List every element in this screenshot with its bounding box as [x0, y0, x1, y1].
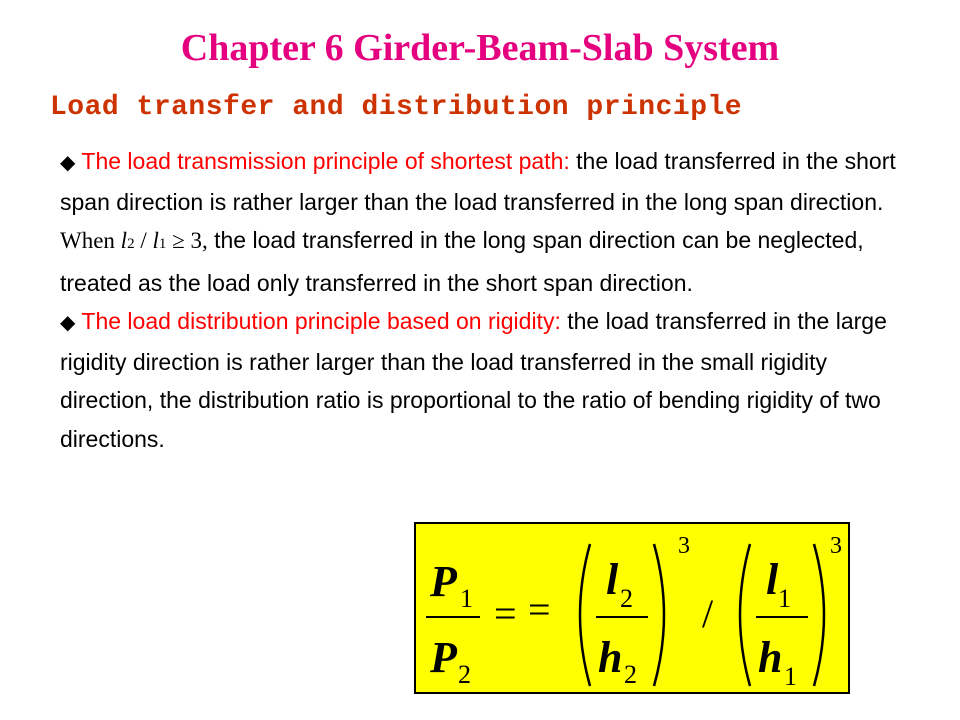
formula-fraction-bar-p	[426, 616, 480, 618]
formula-equals-2: =	[528, 587, 551, 632]
paragraph-shortest-path	[60, 142, 910, 302]
formula-divide: /	[702, 591, 714, 636]
formula-l2: l	[606, 555, 619, 604]
diamond-bullet-icon: ◆	[60, 312, 76, 334]
paragraph-rigidity	[60, 302, 910, 458]
formula-p2: P	[430, 633, 457, 682]
paragraph1-text-b: the load transferred in the long span direction can be neglected, treated as the load only transferred in the short span direction.	[60, 227, 864, 296]
formula-h2-sub: 2	[624, 660, 637, 689]
paragraph1-l2: l	[120, 228, 128, 253]
formula-p2-sub: 2	[458, 660, 471, 689]
paragraph1-ge3: ≥ 3,	[166, 228, 208, 253]
formula-right-paren-icon	[648, 540, 678, 690]
formula-exponent-a: 3	[678, 533, 690, 559]
formula-fraction-bar-a	[596, 616, 648, 618]
body-text	[60, 142, 910, 458]
paragraph1-l1-sub: 1	[158, 236, 167, 252]
formula-l1: l	[766, 555, 779, 604]
formula-l1-sub: 1	[778, 584, 791, 613]
paragraph1-slash: /	[134, 228, 153, 253]
formula-p1: P	[430, 557, 457, 606]
formula-h1-sub: 1	[784, 662, 797, 691]
paragraph2-text: the load transferred in the large rigidity direction is rather larger than the load transferred in the small rigidity direction, the distribution ratio is proportional to the ratio of bending rigidity of two directions.	[60, 308, 887, 452]
paragraph1-text-a: the load transferred in the short span direction is rather larger than the load transferred in the long span direction.	[60, 148, 896, 215]
formula-l2-sub: 2	[620, 584, 633, 613]
slide-subtitle: Load transfer and distribution principle	[50, 92, 743, 123]
formula-h1: h	[758, 633, 783, 682]
highlight-rigidity: The load distribution principle based on rigidity:	[81, 308, 561, 334]
formula-right-paren-icon	[808, 540, 838, 690]
formula-exponent-b: 3	[830, 533, 842, 559]
highlight-shortest-path: The load transmission principle of shortest path:	[81, 148, 570, 174]
formula-box	[414, 522, 850, 694]
paragraph1-l1: l	[152, 228, 159, 253]
formula-left-paren-icon	[726, 540, 756, 690]
formula-left-paren-icon	[566, 540, 596, 690]
paragraph1-when: When	[60, 228, 121, 253]
formula-p1-sub: 1	[460, 584, 473, 613]
diamond-bullet-icon: ◆	[60, 152, 76, 174]
formula-fraction-bar-b	[756, 616, 808, 618]
slide-title: Chapter 6 Girder-Beam-Slab System	[180, 27, 780, 69]
paragraph1-l2-sub: 2	[127, 236, 135, 252]
formula-h2: h	[598, 633, 623, 682]
formula-equals-1: =	[494, 591, 517, 636]
